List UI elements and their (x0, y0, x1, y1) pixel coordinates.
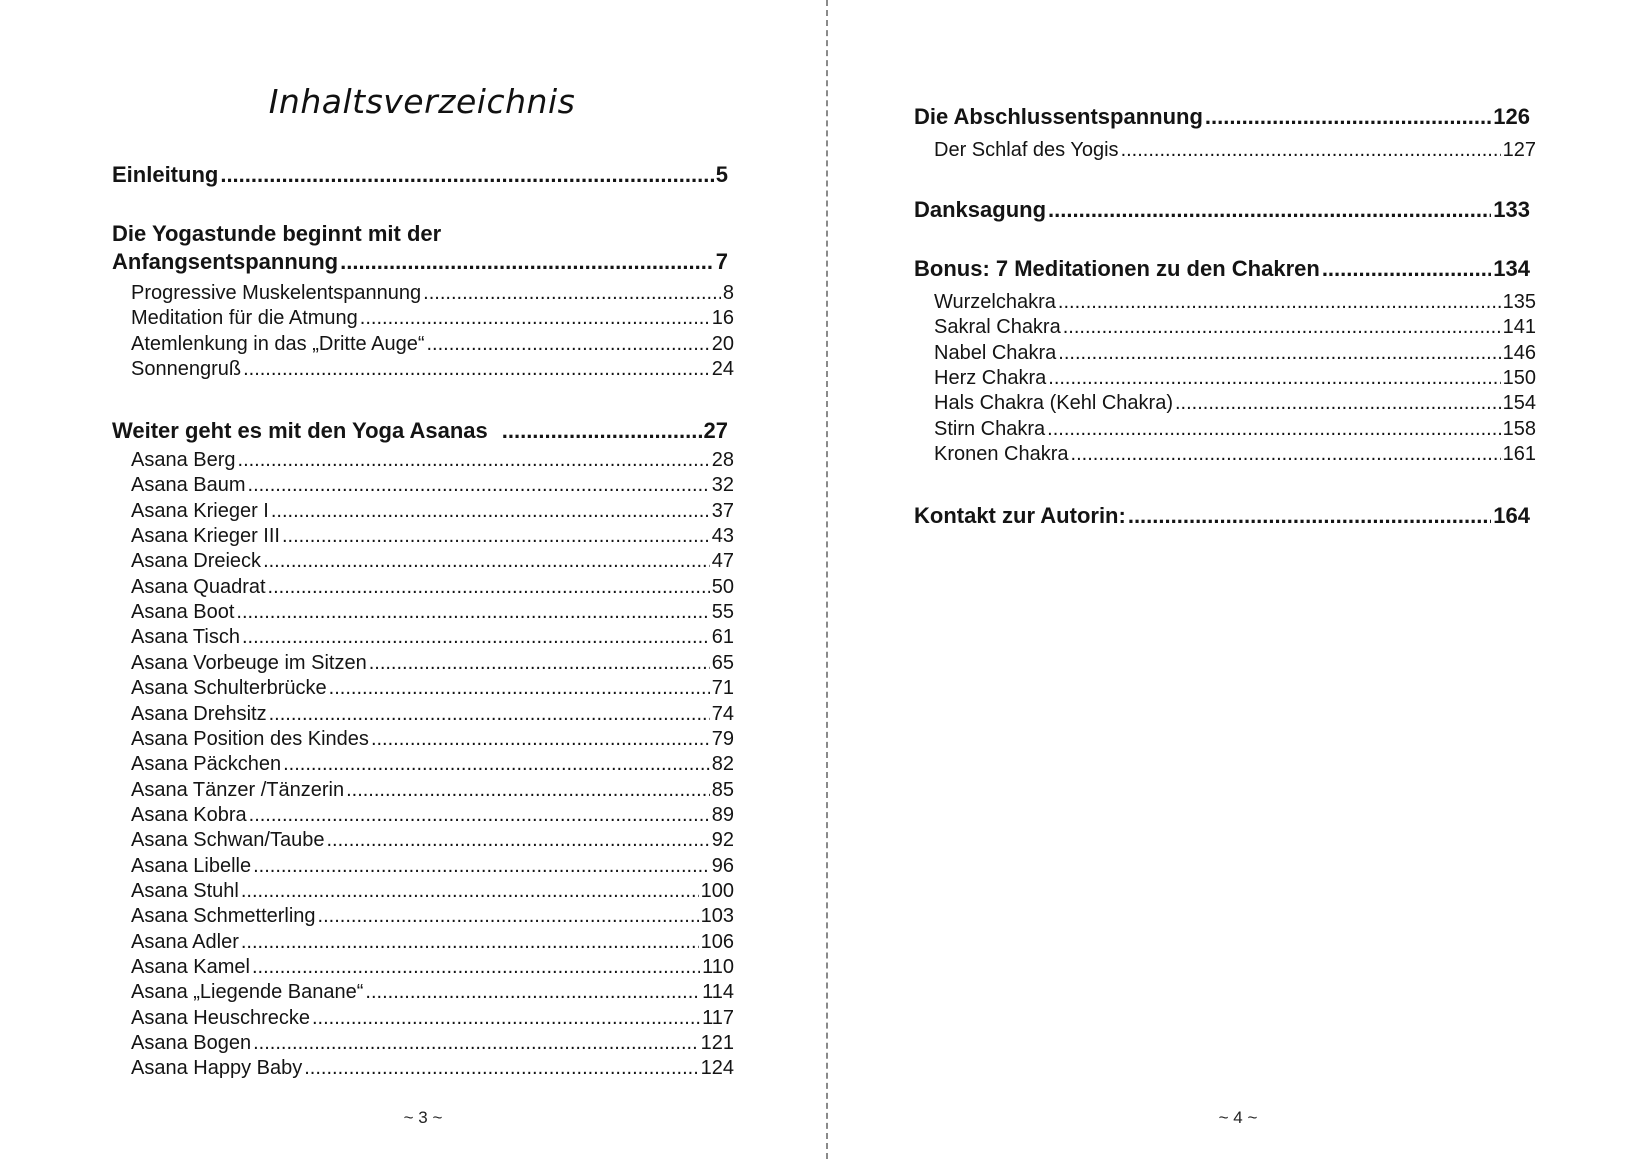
toc-entry-page: 124 (700, 1057, 734, 1080)
toc-entry-label: Hals Chakra (Kehl Chakra) (934, 392, 1173, 415)
toc-entry-page: 161 (1502, 442, 1536, 465)
dot-leader (1063, 316, 1501, 339)
toc-entry-page: 20 (711, 332, 734, 355)
toc-entry-label: Kontakt zur Autorin: (914, 503, 1126, 528)
toc-entry-page: 89 (711, 803, 734, 826)
toc-entry-page: 117 (702, 1006, 734, 1029)
page-number-footer: ~ 4 ~ (1218, 1108, 1258, 1127)
toc-entry-label: Herz Chakra (934, 366, 1047, 389)
toc-entry-page: 100 (700, 879, 734, 902)
toc-sub-entry[interactable] (131, 981, 734, 1004)
dot-leader (340, 249, 714, 275)
dot-leader (1205, 104, 1491, 130)
toc-entry-page: 146 (1502, 341, 1536, 364)
dot-leader (249, 804, 710, 827)
dot-leader (238, 449, 710, 472)
toc-sub-entry[interactable] (131, 500, 734, 523)
toc-entry-label: Asana Päckchen (131, 753, 282, 776)
toc-sub-entry[interactable] (131, 703, 734, 726)
toc-entry-label: Asana Schwan/Taube (131, 829, 325, 852)
dot-leader (1121, 139, 1501, 162)
toc-entry-page: 55 (711, 601, 734, 624)
toc-entry-page: 50 (711, 575, 734, 598)
toc-sub-entry[interactable] (131, 677, 734, 700)
dot-leader (236, 601, 709, 624)
toc-sub-entry[interactable] (934, 139, 1536, 162)
toc-entry-label: Asana Baum (131, 474, 246, 497)
toc-entry-label: Asana Vorbeuge im Sitzen (131, 651, 367, 674)
toc-entry-page: 74 (711, 702, 734, 725)
toc-sub-entry[interactable] (131, 358, 734, 381)
toc-entry-bonus[interactable] (914, 256, 1530, 282)
toc-entry-page: 32 (711, 474, 734, 497)
dot-leader (252, 956, 700, 979)
toc-entry-page: 65 (711, 651, 734, 674)
toc-entry-page: 96 (711, 854, 734, 877)
toc-entry-page: 164 (1493, 503, 1530, 528)
toc-entry-abschlussentspannung[interactable] (914, 104, 1530, 130)
toc-entry-page: 82 (711, 753, 734, 776)
dot-leader (243, 358, 710, 381)
toc-sub-entry[interactable] (934, 316, 1536, 339)
toc-sub-entry[interactable] (131, 829, 734, 852)
toc-entry-label: Asana Happy Baby (131, 1057, 303, 1080)
toc-sub-entry[interactable] (131, 307, 734, 330)
dot-leader (253, 1032, 699, 1055)
toc-entry-label: Asana Schmetterling (131, 905, 316, 928)
toc-entry-page: 127 (1502, 139, 1536, 161)
toc-entry-label: Anfangsentspannung (112, 249, 339, 274)
toc-entry-label: Kronen Chakra (934, 442, 1069, 465)
toc-entry-label: Asana Kamel (131, 956, 250, 978)
toc-entry-page: 134 (1493, 256, 1530, 281)
dot-leader (371, 728, 710, 751)
toc-entry-label: Asana Schulterbrücke (131, 677, 327, 700)
toc-entry-page: 106 (700, 930, 734, 953)
toc-sub-entry[interactable] (131, 956, 734, 979)
toc-sub-entry[interactable] (934, 342, 1536, 365)
toc-sub-entry[interactable] (131, 1057, 734, 1080)
dot-leader (326, 829, 709, 852)
dot-leader (1175, 392, 1501, 415)
dot-leader (1322, 256, 1491, 282)
toc-entry-label: Asana „Liegende Banane“ (131, 981, 364, 1004)
dot-leader (242, 626, 710, 649)
toc-entry-anfangsentspannung[interactable] (112, 249, 728, 275)
toc-entry-page: 141 (1502, 316, 1536, 339)
dot-leader (241, 880, 699, 903)
toc-entry-label: Asana Adler (131, 930, 239, 953)
toc-entry-label: Einleitung (112, 162, 219, 187)
dot-leader (360, 307, 710, 330)
dot-leader (502, 418, 702, 444)
toc-entry-label: Sonnengruß (131, 357, 242, 380)
toc-sub-entry[interactable] (131, 880, 734, 903)
toc-entry-danksagung[interactable] (914, 197, 1530, 223)
dot-leader (1071, 443, 1501, 466)
dot-leader (427, 333, 710, 356)
toc-entry-page: 5 (715, 162, 728, 187)
dot-leader (329, 677, 710, 700)
toc-sub-entry[interactable] (131, 576, 734, 599)
toc-entry-page: 28 (711, 449, 734, 471)
dot-leader (220, 162, 713, 188)
toc-sub-entry[interactable] (131, 931, 734, 954)
dot-leader (365, 981, 700, 1004)
toc-entry-label: Asana Drehsitz (131, 702, 267, 725)
toc-entry-asanas[interactable] (112, 418, 728, 444)
toc-entry-page: 27 (703, 418, 728, 443)
toc-entry-label: Asana Tisch (131, 626, 240, 649)
toc-sub-entry[interactable] (934, 418, 1536, 441)
toc-entry-label: Asana Heuschrecke (131, 1006, 310, 1029)
toc-sub-entry[interactable] (131, 753, 734, 776)
toc-entry-page: 158 (1502, 417, 1536, 440)
toc-sub-entry[interactable] (131, 449, 734, 472)
dot-leader (268, 576, 710, 599)
dot-leader (248, 474, 710, 497)
toc-entry-label: Danksagung (914, 197, 1047, 222)
dot-leader (271, 500, 710, 523)
toc-entry-label: Atemlenkung in das „Dritte Auge“ (131, 332, 425, 355)
toc-sub-entry[interactable] (131, 474, 734, 497)
page-number-footer: ~ 3 ~ (403, 1108, 443, 1127)
toc-entry-label: Bonus: 7 Meditationen zu den Chakren (914, 256, 1320, 281)
dot-leader (1047, 418, 1500, 441)
toc-entry-label: Wurzelchakra (934, 291, 1056, 313)
toc-sub-entry[interactable] (934, 443, 1536, 466)
dot-leader (1048, 197, 1491, 223)
toc-entry-label: Asana Kobra (131, 803, 247, 826)
toc-entry-label: Sakral Chakra (934, 316, 1061, 339)
toc-sub-entry[interactable] (131, 550, 734, 573)
toc-entry-page: 16 (711, 307, 734, 330)
toc-entry-label: Asana Tänzer /Tänzerin (131, 778, 345, 801)
dot-leader (263, 550, 710, 573)
toc-entry-label: Asana Krieger I (131, 499, 269, 522)
toc-entry-page: 43 (711, 525, 734, 548)
toc-sub-entry[interactable] (131, 728, 734, 751)
toc-entry-page: 110 (702, 956, 734, 978)
toc-entry-page: 150 (1502, 366, 1536, 389)
toc-entry-page: 8 (722, 282, 734, 304)
toc-sub-entry[interactable] (131, 525, 734, 548)
dot-leader (269, 703, 710, 726)
dot-leader (253, 855, 710, 878)
dot-leader (241, 931, 699, 954)
toc-entry-page: 103 (700, 905, 734, 928)
toc-sub-entry[interactable] (934, 392, 1536, 415)
toc-entry-page: 7 (715, 249, 728, 274)
toc-entry-page: 37 (711, 499, 734, 522)
toc-sub-entry[interactable] (131, 601, 734, 624)
toc-entry-label: Asana Position des Kindes (131, 727, 369, 750)
toc-sub-entry[interactable] (131, 652, 734, 675)
toc-heading-line: Die Yogastunde beginnt mit der (112, 221, 442, 246)
toc-entry-label: Die Abschlussentspannung (914, 104, 1203, 129)
toc-sub-entry[interactable] (131, 282, 734, 305)
toc-entry-page: 154 (1502, 392, 1536, 415)
toc-entry-label: Asana Quadrat (131, 575, 266, 598)
dot-leader (312, 1007, 700, 1030)
toc-entry-page: 61 (711, 626, 734, 649)
toc-title: Inhaltsverzeichnis (268, 82, 576, 121)
toc-entry-einleitung[interactable] (112, 162, 728, 188)
toc-sub-entry[interactable] (131, 905, 734, 928)
toc-sub-entry[interactable] (934, 367, 1536, 390)
dot-leader (1058, 291, 1501, 314)
dot-leader (318, 905, 699, 928)
toc-sub-entry[interactable] (131, 1032, 734, 1055)
toc-entry-page: 71 (711, 677, 734, 700)
toc-entry-label: Asana Krieger III (131, 525, 280, 548)
toc-sub-entry[interactable] (131, 855, 734, 878)
toc-sub-entry[interactable] (131, 626, 734, 649)
dot-leader (346, 779, 710, 802)
toc-entry-label: Weiter geht es mit den Yoga Asanas (112, 418, 488, 443)
toc-entry-label: Asana Dreieck (131, 550, 262, 573)
toc-entry-kontakt[interactable] (914, 503, 1530, 529)
toc-sub-entry[interactable] (934, 291, 1536, 314)
dot-leader (369, 652, 710, 675)
toc-entry-label: Asana Stuhl (131, 879, 239, 902)
toc-entry-label: Der Schlaf des Yogis (934, 139, 1119, 161)
toc-entry-page: 121 (700, 1032, 734, 1055)
toc-entry-page: 47 (711, 550, 734, 573)
toc-entry-page: 92 (711, 829, 734, 852)
toc-entry-label: Asana Bogen (131, 1032, 252, 1055)
toc-entry-label: Asana Boot (131, 601, 235, 624)
dot-leader (304, 1057, 698, 1080)
toc-entry-page: 79 (711, 727, 734, 750)
toc-entry-page: 133 (1493, 197, 1530, 222)
dot-leader (1058, 342, 1500, 365)
toc-sub-entry[interactable] (131, 1007, 734, 1030)
toc-entry-page: 24 (711, 357, 734, 380)
toc-entry-label: Meditation für die Atmung (131, 307, 358, 330)
dot-leader (283, 753, 710, 776)
dot-leader (1128, 503, 1491, 529)
toc-sub-entry[interactable] (131, 804, 734, 827)
dot-leader (423, 282, 721, 305)
dot-leader (282, 525, 710, 548)
toc-entry-label: Progressive Muskelentspannung (131, 282, 422, 304)
toc-entry-page: 135 (1502, 291, 1536, 313)
toc-entry-label: Asana Libelle (131, 854, 252, 877)
toc-sub-entry[interactable] (131, 779, 734, 802)
toc-entry-label: Nabel Chakra (934, 341, 1057, 364)
toc-entry-page: 126 (1493, 104, 1530, 129)
toc-entry-page: 114 (702, 981, 734, 1004)
dot-leader (1048, 367, 1500, 390)
toc-entry-page: 85 (711, 778, 734, 801)
right-page (828, 0, 1645, 1159)
toc-sub-entry[interactable] (131, 333, 734, 356)
toc-entry-label: Asana Berg (131, 449, 236, 471)
toc-entry-label: Stirn Chakra (934, 417, 1046, 440)
